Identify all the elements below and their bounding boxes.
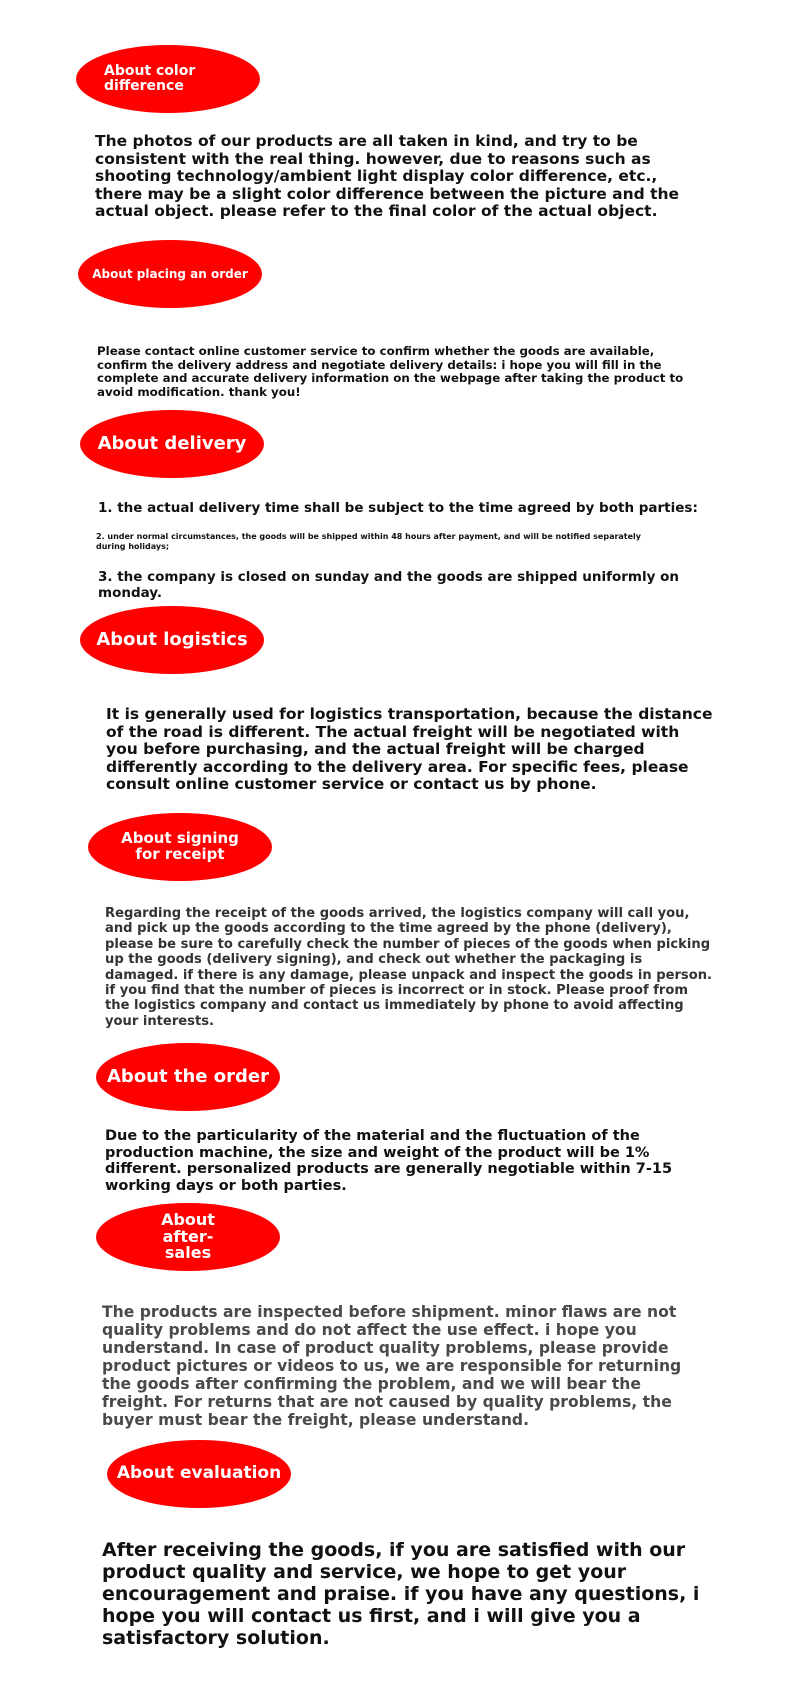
placing-order-heading-text: About placing an order — [92, 266, 248, 281]
evaluation-heading-text: About evaluation — [116, 1463, 282, 1484]
order-heading-text: About the order — [107, 1065, 269, 1087]
after-sales-heading — [96, 1203, 280, 1271]
logistics-text: It is generally used for logistics transportation, because the distance of the road is different. The actual freight will be negotiated with you before purchasing, and the actual freight will be charged differently according to the delivery area. For specific fees, please consult online customer service or contact us by phone. — [106, 705, 713, 793]
color-difference-text: The photos of our products are all taken in kind, and try to be consistent with the real thing. however, due to reasons such as shooting technology/ambient light display color difference, etc., there may be a slight color difference between the picture and the actual object. please refer to the final color of the actual object. — [95, 132, 680, 220]
logistics-heading-text: About logistics — [96, 628, 248, 650]
order-heading — [96, 1043, 280, 1111]
delivery-item-3: 3. the company is closed on sunday and the goods are shipped uniformly on monday. — [98, 569, 679, 601]
placing-order-text: Please contact online customer service to confirm whether the goods are available, confirm the delivery address and negotiate delivery details: i hope you will fill in the complete and accurate delivery information on the webpage after taking the product to avoid modification. thank you! — [97, 344, 684, 399]
signing-receipt-text: Regarding the receipt of the goods arrived, the logistics company will call you, and pick up the goods according to the time agreed by the phone (delivery), please be sure to carefully check the number of pieces of the goods when picking up the goods (delivery signing), and check out whether the packaging is damaged. if there is any damage, please unpack and inspect the goods in person. if you find that the number of pieces is incorrect or in stock. Please proof from the logistics company and contact us immediately by phone to avoid affecting your interests. — [105, 906, 712, 1029]
delivery-item-2: 2. under normal circumstances, the goods will be shipped within 48 hours after payment, and will be notified separately during holidays; — [96, 532, 642, 551]
color-difference-heading-text: About color difference — [104, 63, 196, 94]
evaluation-heading — [107, 1440, 291, 1508]
signing-receipt-heading-text: About signing for receipt — [121, 829, 239, 863]
logistics-heading — [80, 606, 264, 674]
delivery-item-1: 1. the actual delivery time shall be subject to the time agreed by both parties: — [98, 500, 698, 516]
placing-order-heading — [78, 240, 262, 308]
delivery-heading-text: About delivery — [97, 432, 247, 454]
order-text: Due to the particularity of the material and the fluctuation of the production machine, the size and weight of the product will be 1% different. personalized products are generally negotiable within 7-15 working days or both parties. — [105, 1128, 673, 1194]
after-sales-heading-text: About after-sales — [161, 1209, 215, 1263]
evaluation-text: After receiving the goods, if you are satisfied with our product quality and service, we hope to get your encouragement and praise. if you have any questions, i hope you will contact us first, and i will give you a satisfactory solution. — [102, 1539, 700, 1649]
delivery-heading — [80, 410, 264, 478]
color-difference-heading — [76, 45, 260, 113]
after-sales-text: The products are inspected before shipment. minor flaws are not quality problems and do not affect the use effect. i hope you understand. In case of product quality problems, please provide product pictures or videos to us, we are responsible for returning the goods after confirming the problem, and we will bear the freight. For returns that are not caused by quality problems, the buyer must bear the freight, please understand. — [102, 1303, 682, 1429]
signing-receipt-heading — [88, 813, 272, 881]
